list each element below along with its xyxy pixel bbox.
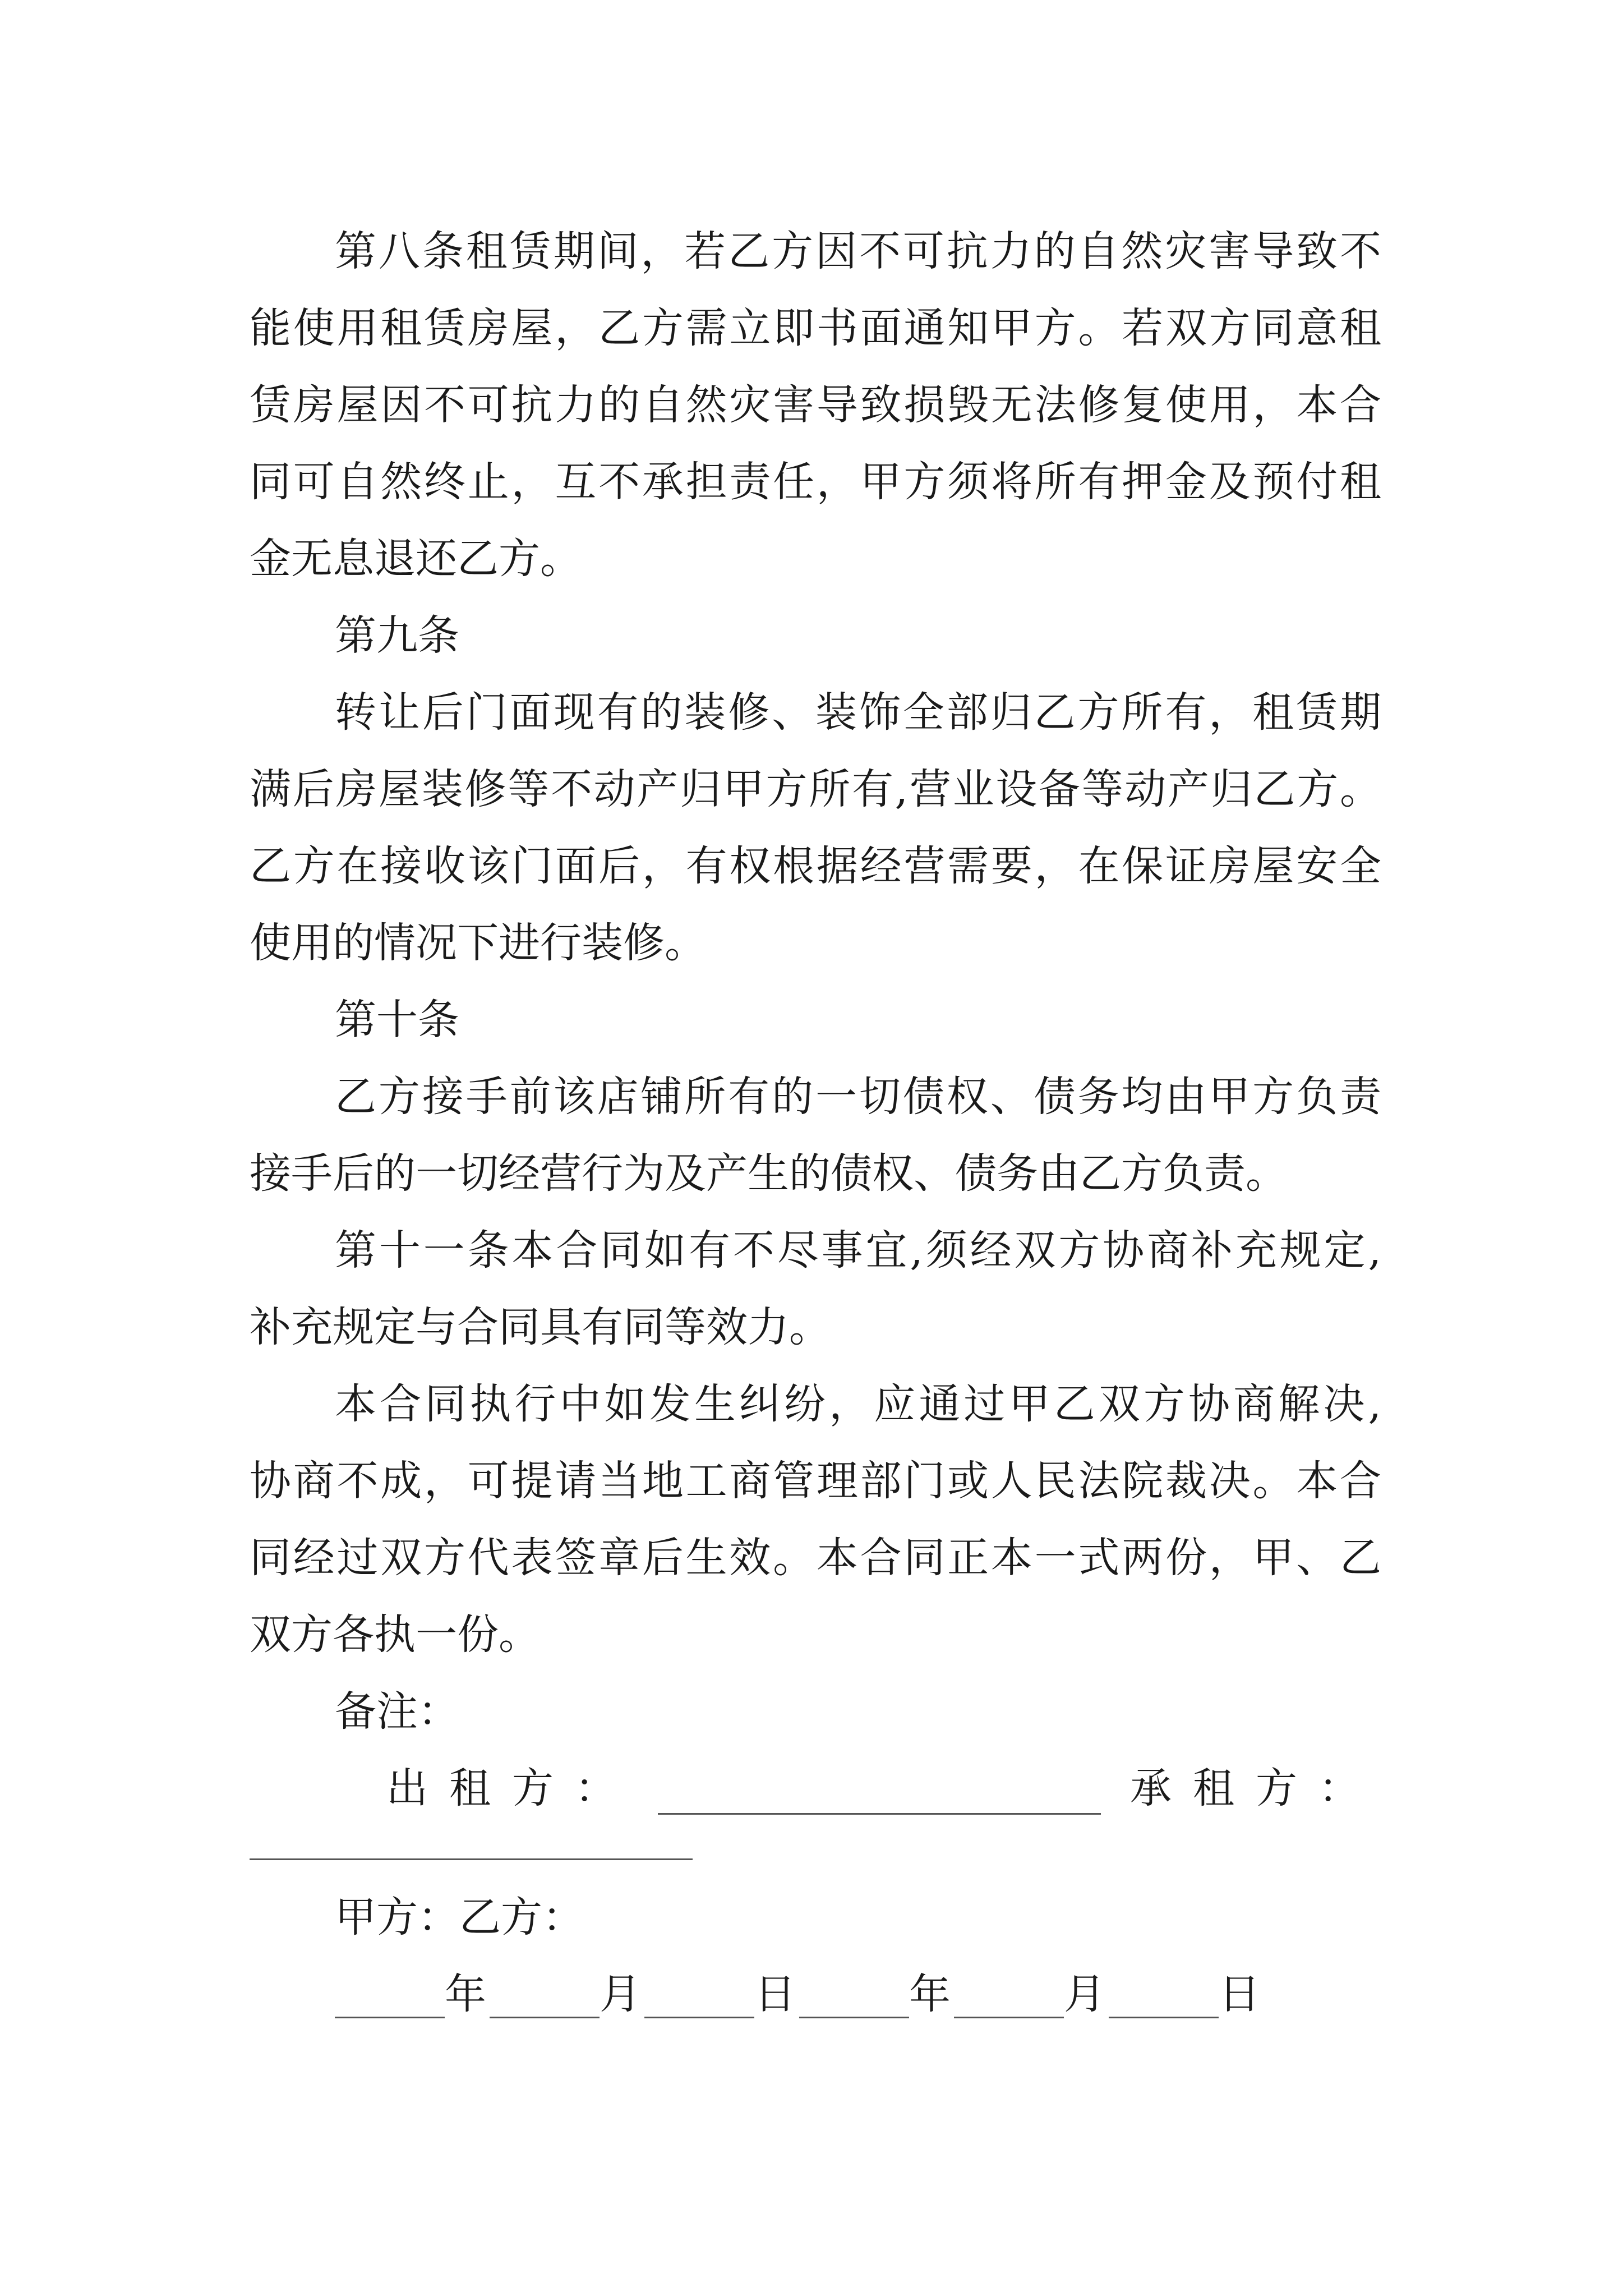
- party-a-month-blank[interactable]: [490, 1994, 600, 2018]
- party-b-year-blank[interactable]: [799, 1994, 909, 2018]
- dispute-line-1: 本合同执行中如发生纠纷，应通过甲乙双方协商解决,: [335, 1380, 1381, 1428]
- dispute-line-4: 双方各执一份。: [250, 1611, 540, 1659]
- article-8-line-1: 第八条租赁期间，若乙方因不可抗力的自然灾害导致不: [335, 227, 1381, 275]
- article-11-line-2: 补充规定与合同具有同等效力。: [250, 1303, 831, 1351]
- parties-label: 甲方：乙方：: [335, 1893, 584, 1941]
- dispute-line-2: 协商不成，可提请当地工商管理部门或人民法院裁决。本合: [250, 1457, 1381, 1505]
- party-a-year-label: 年: [445, 1970, 486, 2018]
- article-8-line-3: 赁房屋因不可抗力的自然灾害导致损毁无法修复使用，本合: [250, 381, 1381, 429]
- party-a-month-label: 月: [600, 1970, 641, 2018]
- party-b-month-label: 月: [1064, 1970, 1105, 2018]
- article-9-line-1: 转让后门面现有的装修、装饰全部归乙方所有，租赁期: [335, 688, 1381, 737]
- lessor-label: 出租方：: [386, 1764, 638, 1812]
- signature-row: [250, 1750, 1381, 1827]
- dispute-line-3: 同经过双方代表签章后生效。本合同正本一式两份，甲、乙: [250, 1534, 1381, 1582]
- article-8-line-4: 同可自然终止，互不承担责任，甲方须将所有押金及预付租: [250, 458, 1381, 506]
- party-b-month-blank[interactable]: [954, 1994, 1064, 2018]
- article-8-line-5: 金无息退还乙方。: [250, 535, 582, 583]
- article-9-line-3: 乙方在接收该门面后，有权根据经营需要，在保证房屋安全: [250, 842, 1381, 890]
- party-a-year-blank[interactable]: [335, 1994, 445, 2018]
- article-9-line-4: 使用的情况下进行装修。: [250, 919, 706, 967]
- article-9-line-2: 满后房屋装修等不动产归甲方所有,营业设备等动产归乙方。: [250, 765, 1381, 813]
- lessee-label: 承租方：: [1130, 1764, 1381, 1812]
- remarks-label: 备注：: [335, 1687, 459, 1736]
- date-row: [250, 1956, 1381, 2033]
- article-10-line-1: 乙方接手前该店铺所有的一切债权、债务均由甲方负责: [335, 1073, 1381, 1121]
- party-b-day-blank[interactable]: [1109, 1994, 1219, 2018]
- party-b-day-label: 日: [1219, 1970, 1260, 2018]
- article-11-line-1: 第十一条本合同如有不尽事宜,须经双方协商补充规定,: [335, 1226, 1381, 1274]
- party-a-day-blank[interactable]: [644, 1994, 754, 2018]
- lessor-signature-line[interactable]: [658, 1787, 1101, 1815]
- article-10-line-2: 接手后的一切经营行为及产生的债权、债务由乙方负责。: [250, 1149, 1287, 1198]
- lessee-signature-line[interactable]: [250, 1839, 693, 1860]
- contract-page: [250, 213, 1381, 2033]
- article-8-line-2: 能使用租赁房屋，乙方需立即书面通知甲方。若双方同意租: [250, 304, 1381, 352]
- article-9-heading: 第九条: [335, 611, 459, 660]
- party-a-day-label: 日: [754, 1970, 796, 2018]
- article-10-heading: 第十条: [335, 996, 459, 1044]
- party-b-year-label: 年: [909, 1970, 951, 2018]
